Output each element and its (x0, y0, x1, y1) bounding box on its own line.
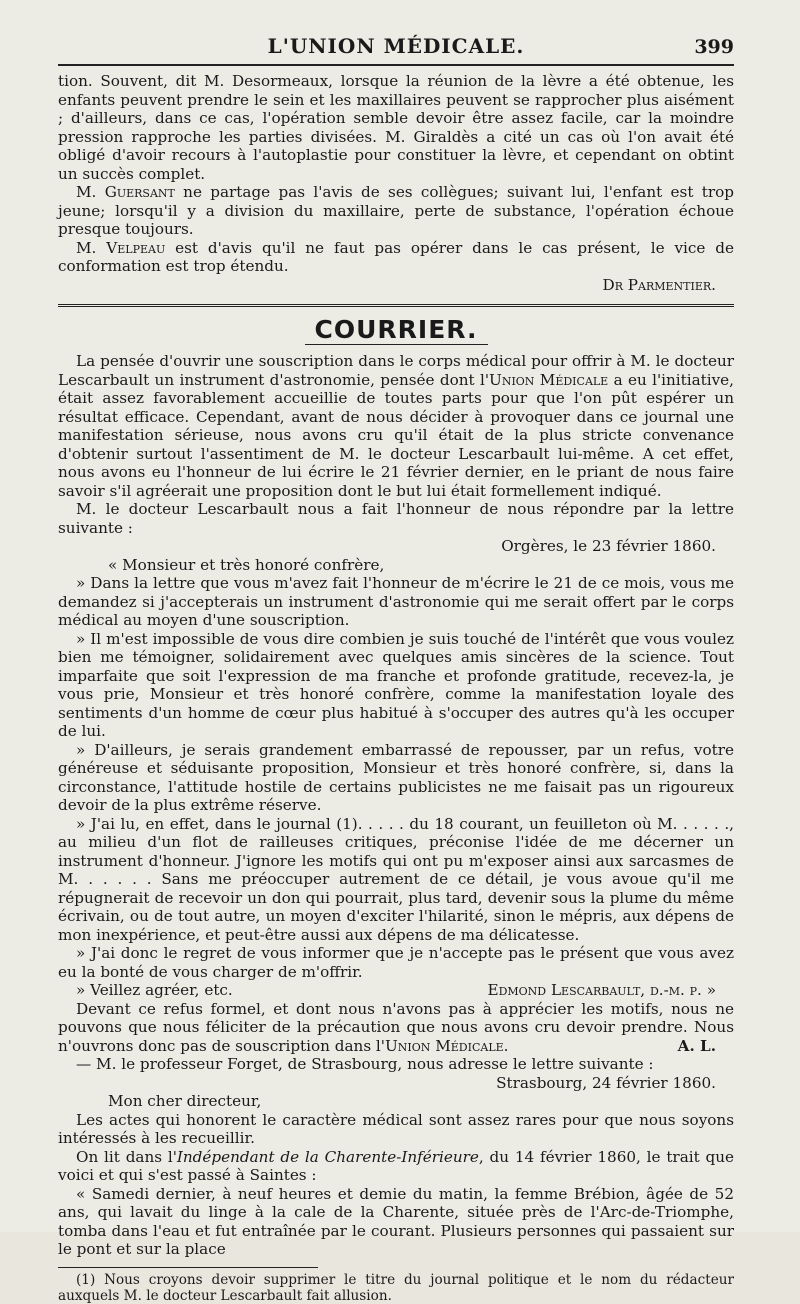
letter-paragraph: » J'ai lu, en effet, dans le journal (1). . . . . du 18 courant, un feuilleton où M. . . . . ., au milieu d'un flot de railleuses critiques, préconise l'idée de me décerner un instrument d'honneur. J'ignore les motifs qui ont pu m'exposer ainsi aux sarcasmes de M. . . . . . Sans me préoccuper autrement de ce détail, je vous avoue qu'il me répugnerait de recevoir un don qui pourrait, plus tard, devenir sous la plume du même écrivain, ou de tout autre, un moyen d'exciter l'hilarité, sinon le mépris, aux dépens de mon inexpérience, et peut-être aussi aux dépens de ma délicatesse. (58, 814, 734, 944)
journal-name: Union Médicale. (384, 1036, 509, 1055)
text: On lit dans l' (76, 1147, 177, 1166)
letter-paragraph: » Dans la lettre que vous m'avez fait l'honneur de m'écrire le 21 de ce mois, vous me demandez si j'accepterais un instrument d'astronomie qui me serait offert par le corps médical au moyen d'une souscription. (58, 574, 734, 629)
text: Devant ce refus formel, et dont nous n'avons pas à apprécier les motifs, nous ne pouvons que nous féliciter de la précaution que nous avons cru devoir prendre. Nous n'ouvrons donc pas de souscription dans l' (58, 999, 734, 1055)
text: a eu l'initiative, était assez favorablement accueillie de toutes parts pour que l'on pût espérer un résultat efficace. Cependant, avant de nous décider à provoquer dans ce journal une manifestation sérieuse, nous avons cru qu'il était de la plus stricte convenance d'obtenir surtout l'assentiment de M. le docteur Lescarbault lui-même. A cet effet, nous avons eu l'honneur de lui écrire le 21 février dernier, en le priant de nous faire savoir s'il agréerait une proposition dont le but lui était formellement indiqué. (58, 370, 734, 500)
footnote: (1) Nous croyons devoir supprimer le titre du journal politique et le nom du rédacteur auxquels M. le docteur Lescarbault fait allusion. (58, 1271, 734, 1304)
footnote-rule (58, 1267, 318, 1268)
speaker-name: M. Velpeau (76, 238, 166, 257)
text: , du 14 février 1860, le trait que voici et qui s'est passé à Saintes : (58, 1147, 735, 1184)
newspaper-name: Indépendant de la Charente-Inférieure (176, 1147, 479, 1166)
signature (58, 276, 734, 295)
paragraph: Les actes qui honorent le caractère médical sont assez rares pour que nous soyons intéressés à les recueillir. (58, 1110, 734, 1147)
place-date: Strasbourg, 24 février 1860. (496, 1073, 716, 1092)
paragraph (58, 1148, 734, 1185)
paragraph: — M. le professeur Forget, de Strasbourg, nous adresse le lettre suivante : (76, 1055, 654, 1073)
letter-signature: Edmond Lescarbault, d.-m. p. » (487, 981, 716, 999)
journal-name: Union Médicale (489, 370, 609, 389)
text: La pensée d'ouvrir une souscription dans le corps médical pour offrir à M. le docteur Lescarbault un instrument d'astronomie, pensée dont l' (58, 352, 734, 389)
section-rule (58, 304, 734, 307)
section-title (58, 315, 734, 344)
letter-closing (58, 981, 734, 1000)
place-date: Orgères, le 23 février 1860. (501, 537, 716, 555)
paragraph: « Samedi dernier, à neuf heures et demie du matin, la femme Brébion, âgée de 52 ans, qui lavait du linge à la cale de la Charente, située près de l'Arc-de-Triomphe, tomba dans l'eau et fut entraînée par le courant. Plusieurs personnes qui passaient sur le pont et sur la place (58, 1184, 734, 1258)
page-number: 399 (694, 36, 734, 58)
salutation: Mon cher directeur, (108, 1092, 262, 1110)
paragraph: M. le docteur Lescarbault nous a fait l'honneur de nous répondre par la lettre suivante : (58, 500, 734, 537)
closing-text: » Veillez agréer, etc. (76, 981, 233, 999)
salutation: « Monsieur et très honoré confrère, (108, 555, 385, 574)
paragraph-text: ne partage pas l'avis de ses collègues; suivant lui, l'enfant est trop jeune; lorsqu'il y a division du maxillaire, perte de substance, l'opération échoue presque toujours. (58, 183, 734, 238)
paragraph (58, 352, 734, 500)
paragraph-text: est d'avis qu'il ne faut pas opérer dans le cas présent, le vice de conformation est trop étendu. (58, 238, 734, 275)
speaker-name: M. Guersant (76, 183, 175, 201)
paragraph-guersant (58, 183, 734, 239)
paragraph-velpeau (58, 239, 734, 276)
initials-signature: A. L. (677, 1036, 716, 1055)
running-header (58, 30, 734, 64)
letter-paragraph: » D'ailleurs, je serais grandement embarrassé de repousser, par un refus, votre généreuse et séduisante proposition, Monsieur et très honoré confrère, si, dans la circonstance, l'attitude hostile de certains publicistes ne me faisait pas un rigoureux devoir de la plus extrême réserve. (58, 740, 734, 814)
section-title-text: COURRIER. (305, 315, 488, 345)
signature-text: Dr Parmentier. (602, 275, 716, 294)
journal-title: L'UNION MÉDICALE. (267, 34, 525, 58)
letter-paragraph: » J'ai donc le regret de vous informer que je n'accepte pas le présent que vous avez eu la bonté de vous charger de m'offrir. (58, 944, 734, 981)
paragraph-continuation: tion. Souvent, dit M. Desormeaux, lorsque la réunion de la lèvre a été obtenue, les enfants peuvent prendre le sein et les maxillaires peuvent se rapprocher plus aisément ; d'ailleurs, dans ce cas, l'opération semble devoir être assez facile, car la moindre pression rapproche les parties divisées. M. Giraldès a cité un cas où l'on avait été obligé d'avoir recours à l'autoplastie pour constituer la lèvre, et cependant on obtint un succès complet. (58, 72, 734, 183)
letter-paragraph: » Il m'est impossible de vous dire combien je suis touché de l'intérêt que vous voulez bien me témoigner, solidairement avec quelques amis sincères de la science. Tout imparfaite que soit l'expression de ma franche et profonde gratitude, recevez-la, je vous prie, Monsieur et très honoré confrère, comme la manifestation loyale des sentiments d'un homme de cœur plus habitué à s'occuper des autres qu'à les occuper de lui. (58, 629, 734, 740)
paragraph (58, 1000, 734, 1056)
text-column (58, 30, 734, 1304)
